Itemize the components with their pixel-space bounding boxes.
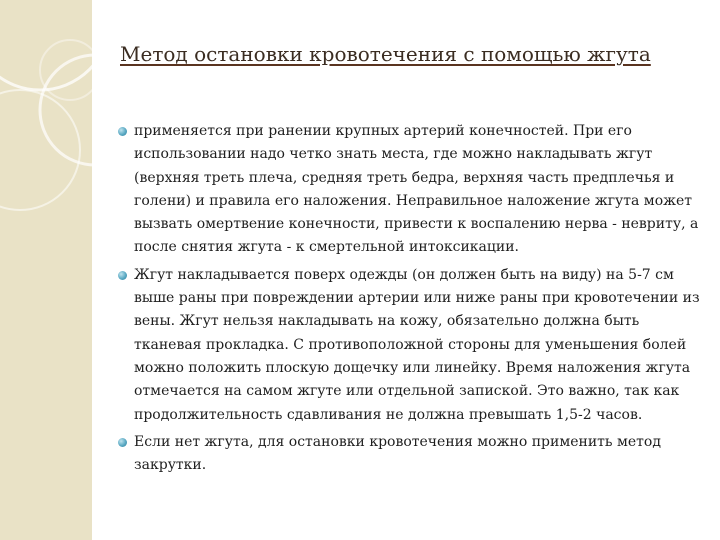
list-item xyxy=(118,431,710,478)
bullet-dot-icon xyxy=(118,127,127,136)
list-item-text: применяется при ранении крупных артерий конечностей. При его использовании надо четко знать места, где можно накладывать жгут (верхняя треть плеча, средняя треть бедра, верхняя часть предплечья и голени) и правила его наложения. Неправильное наложение жгута может вызвать омертвение конечности, привести к воспалению нерва - невриту, а после снятия жгута - к смертельной интоксикации. xyxy=(134,123,699,256)
bullet-dot-icon xyxy=(118,271,127,280)
bullet-dot-icon xyxy=(118,438,127,447)
list-item-text: Если нет жгута, для остановки кровотечения можно применить метод закрутки. xyxy=(134,433,661,474)
list-item-text: Жгут накладывается поверх одежды (он должен быть на виду) на 5-7 см выше раны при повреждении артерии или ниже раны при кровотечении из вены. Жгут нельзя накладывать на кожу, обязательно должна быть тканевая прокладка. С противоположной стороны для уменьшения болей можно положить плоскую дощечку или линейку. Время наложения жгута отмечается на самом жгуте или отдельной запиской. Это важно, так как продолжительность сдавливания не должна превышать 1,5-2 часов. xyxy=(134,266,700,423)
list-item xyxy=(118,120,710,260)
bullet-list xyxy=(118,120,710,481)
list-item xyxy=(118,264,710,427)
page-title: Метод остановки кровотечения с помощью жгута xyxy=(120,42,651,66)
